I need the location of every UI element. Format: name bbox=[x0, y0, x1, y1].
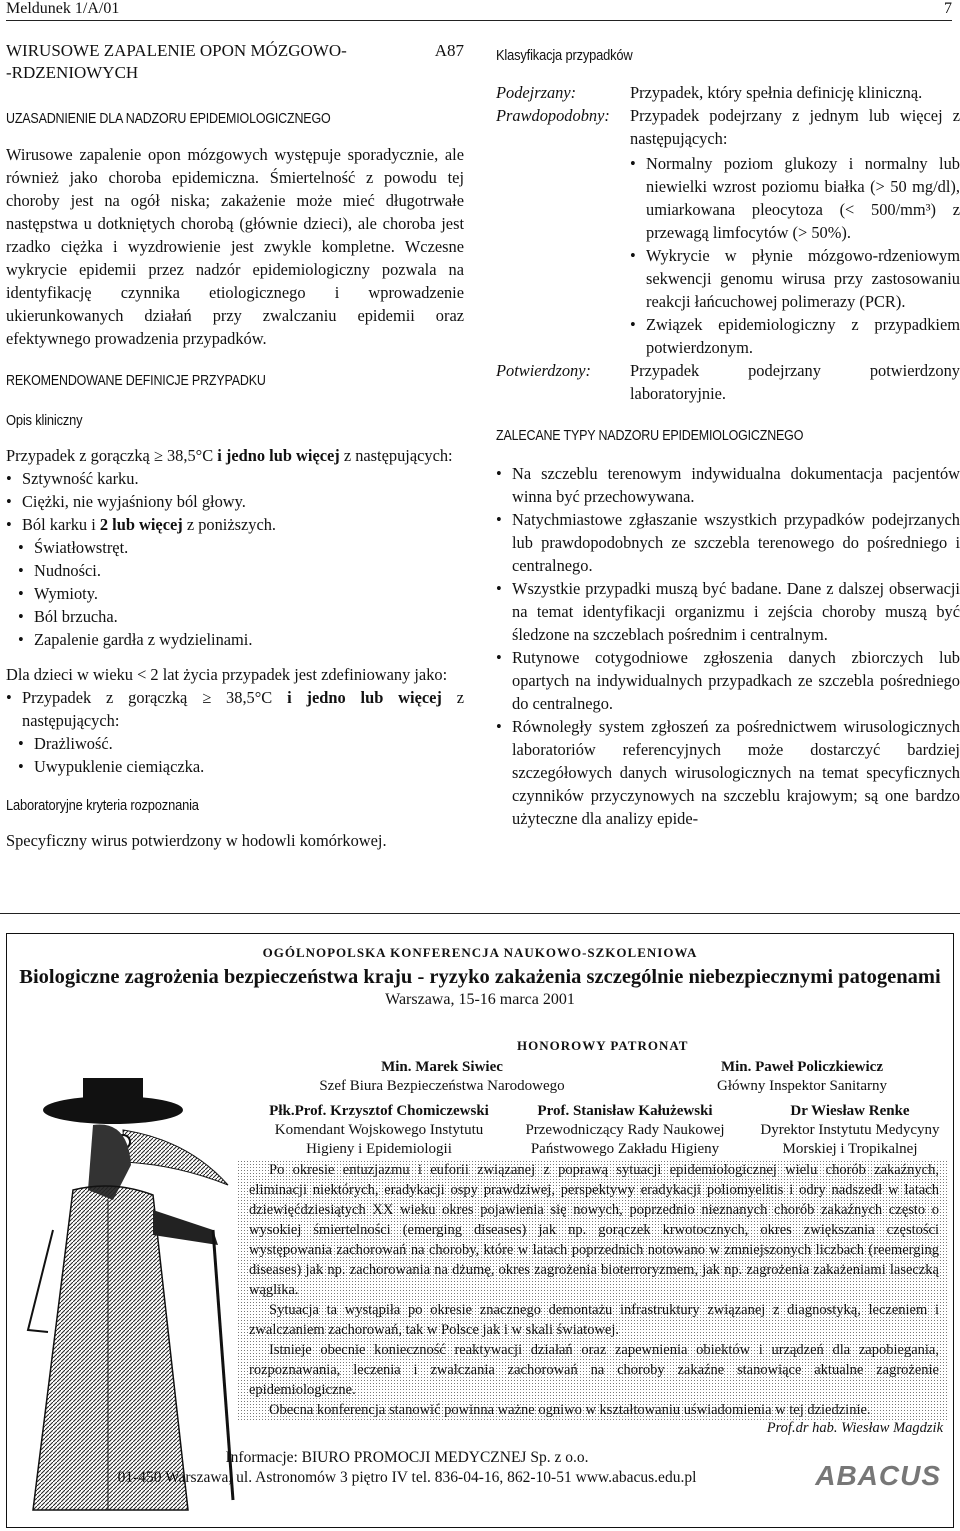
heading-uzasadnienie: UZASADNIENIE DLA NADZORU EPIDEMIOLOGICZNEGO bbox=[6, 111, 331, 127]
list-item: • Związek epidemiologiczny z przypadkiem potwierdzonym. bbox=[630, 313, 960, 359]
letter-paragraph: Sytuacja ta wystąpiła po okresie znacznego demontażu infrastruktury związanej z diagnostyką, leczeniem i zwalczaniem zachorowań, tak w Polsce jak i w skali światowej. bbox=[249, 1302, 939, 1338]
uzasadnienie-text: Wirusowe zapalenie opon mózgowych występuje sporadycznie, ale również jako choroba epidemiczna. Śmiertelność z powodu tej choroby jest na ogół niska; zakażenie może mieć długotrwałe następstwa u dotkniętych chorobą (głównie dzieci), ale choroba jest rzadko ciężka i wyzdrowienie jest zwykle kompletne. Wczesne wykrycie epidemii przez nadzór epidemiologiczny pozwala na identyfikację czynnika etiologicznego i wprowadzenie ukierunkowanych działań przy zwalczaniu epidemii oraz efektywnego prowadzenia przypadków. bbox=[6, 145, 464, 348]
symptom-list bbox=[6, 467, 464, 536]
label-potwierdzony: Potwierdzony: bbox=[496, 361, 591, 380]
running-header bbox=[6, 0, 952, 21]
ch-a: Przypadek z gorączką ≥ 38,5°C bbox=[22, 688, 288, 707]
patron-role: Szef Biura Bezpieczeństwa Narodowego bbox=[319, 1078, 565, 1094]
letter-paragraph: Po okresie entuzjazmu i euforii związanej z poprawą sytuacji epidemiologicznej wielu chorób zakaźnych, eliminacji niektórych, eradykacji ospy prawdziwej, perspektywy eradykacji poliomyelitis i odry nadszedł w latach dziewięćdziesiątych XX wieku okres pojawienia się nowych, poprzednio nieznanych chorób zakaźnych często o wysokiej śmiertelności (emerging diseases) jak np. gorączek krwotocznych, okres zwiększania częstości występowania zachorowań na choroby, które w latach poprzednich notowano w zmniejszonych liczbach (reemerging diseases) jak np. zachorowania na dżumę, okres zagrożenia bioterroryzmem, jak np. zagrożenia zakażeniami laseczką wąglika. bbox=[249, 1162, 939, 1298]
text-podejrzany: Przypadek, który spełnia definicję kliniczną. bbox=[630, 83, 923, 102]
praw-intro: Przypadek podejrzany z jednym lub więcej z następujących: bbox=[630, 106, 960, 148]
text-potwierdzony: Przypadek podejrzany potwierdzony laboratoryjnie. bbox=[630, 361, 960, 403]
clinical-definition bbox=[6, 444, 464, 467]
conference-advert bbox=[6, 933, 954, 1528]
patron-3 bbox=[249, 1102, 509, 1159]
list-item: • Wymioty. bbox=[6, 582, 464, 605]
list-item: • Zapalenie gardła z wydzielinami. bbox=[6, 628, 464, 651]
list-item: • Na szczeblu terenowym indywidualna dokumentacja pacjentów winna być przechowywana. bbox=[496, 462, 960, 508]
conference-letter bbox=[249, 1160, 939, 1420]
children-list bbox=[6, 686, 464, 732]
abacus-logo: ABACUS bbox=[815, 1460, 941, 1491]
list-item: • Nudności. bbox=[6, 559, 464, 582]
letter-paragraph: Obecna konferencja stanowić powinna ważne ogniwo w kształtowaniu uświadomienia w tej dziedzinie. bbox=[269, 1402, 871, 1418]
list-item: • Ból brzucha. bbox=[6, 605, 464, 628]
honorary-patronage-heading: HONOROWY PATRONAT bbox=[517, 1038, 689, 1053]
def-text-c: z następujących: bbox=[339, 446, 453, 465]
right-column bbox=[496, 40, 960, 830]
patron-name: Dr Wiesław Renke bbox=[790, 1103, 910, 1119]
conference-place-date: Warszawa, 15-16 marca 2001 bbox=[385, 991, 575, 1008]
info-line: 01-450 Warszawa, ul. Astronomów 3 piętro IV tel. 836-04-16, 862-10-51 www.abacus.edu.pl bbox=[117, 1469, 697, 1486]
patron-role: Przewodniczący Rady Naukowej bbox=[525, 1122, 725, 1138]
patron-role: Komendant Wojskowego Instytutu bbox=[274, 1122, 484, 1138]
list-item: • Uwypuklenie ciemiączka. bbox=[6, 755, 464, 778]
patron-role: Państwowego Zakładu Higieny bbox=[530, 1141, 720, 1157]
def-text-a: Przypadek z gorączką ≥ 38,5°C bbox=[6, 446, 218, 465]
patron-name: Min. Marek Siwiec bbox=[381, 1059, 503, 1075]
list-item: • Światłowstręt. bbox=[6, 536, 464, 559]
symptom-sublist bbox=[6, 536, 464, 651]
disease-code: A87 bbox=[434, 41, 464, 60]
bk-b: 2 lub więcej bbox=[99, 515, 183, 534]
probable-criteria bbox=[630, 152, 960, 359]
list-item: • Wszystkie przypadki muszą być badane. Dane z dalszej obserwacji na temat identyfikacji organizmu i zejścia choroby muszą być śledzone na szczeblach pośrednim i centralnym. bbox=[496, 577, 960, 646]
text-prawdopodobny bbox=[630, 104, 960, 359]
disease-title bbox=[6, 40, 464, 84]
heading-laboratoryjne: Laboratoryjne kryteria rozpoznania bbox=[6, 797, 199, 814]
list-item: • Natychmiastowe zgłaszanie wszystkich przypadków podejrzanych lub prawdopodobnych ze szczebla terenowego do pośredniego i centralnego. bbox=[496, 508, 960, 577]
bk-a: Ból karku i bbox=[22, 515, 100, 534]
patron-role: Morskiej i Tropikalnej bbox=[782, 1141, 918, 1157]
heading-zalecane: ZALECANE TYPY NADZORU EPIDEMIOLOGICZNEGO bbox=[496, 428, 804, 444]
classification-table bbox=[496, 81, 960, 405]
patron-name: Płk.Prof. Krzysztof Chomiczewski bbox=[269, 1103, 489, 1119]
list-item: • Drażliwość. bbox=[6, 732, 464, 755]
divider bbox=[0, 913, 960, 914]
patron-4 bbox=[505, 1102, 745, 1159]
patron-5 bbox=[747, 1102, 953, 1159]
list-item: • Sztywność karku. bbox=[6, 467, 464, 490]
list-item: • Ciężki, nie wyjaśniony ból głowy. bbox=[6, 490, 464, 513]
patron-name: Prof. Stanisław Kałużewski bbox=[537, 1103, 713, 1119]
list-item: • Normalny poziom glukozy i normalny lub niewielki wzrost poziomu białka (> 50 mg/dl), umiarkowana pleocytoza (< 500/mm³) z przewagą limfocytów (> 50%). bbox=[630, 152, 960, 244]
label-podejrzany: Podejrzany: bbox=[496, 83, 577, 102]
children-definition: Dla dzieci w wieku < 2 lat życia przypadek jest zdefiniowany jako: bbox=[6, 665, 448, 684]
letter-paragraph: Istnieje obecnie konieczność reaktywacji działań oraz zapewnienia obiektów i urządzeń dla zapobiegania, rozpoznawania, leczenia i zwalczania zachorowań na choroby zakaźne stanowiące aktualne zagrożenie epidemiologiczne. bbox=[249, 1342, 939, 1398]
list-item: • Rutynowe cotygodniowe zgłoszenia danych zbiorczych lub opartych na indywidualnych przypadkach ze szczebla pośredniego do centralnego. bbox=[496, 646, 960, 715]
ch-c: z następujących: bbox=[22, 688, 464, 730]
letter-signature: Prof.dr hab. Wiesław Magdzik bbox=[766, 1420, 943, 1436]
table-row bbox=[496, 81, 960, 104]
label-prawdopodobny: Prawdopodobny: bbox=[496, 106, 610, 125]
conference-title: Biologiczne zagrożenia bezpieczeństwa kraju - ryzyko zakażenia szczególnie niebezpiecznymi patogenami bbox=[19, 966, 941, 988]
ch-b: i jedno lub więcej bbox=[287, 688, 442, 707]
title-line-1: WIRUSOWE ZAPALENIE OPON MÓZGOWO- bbox=[6, 41, 347, 60]
table-row bbox=[496, 359, 960, 405]
heading-rekomendowane: REKOMENDOWANE DEFINICJE PRZYPADKU bbox=[6, 373, 266, 389]
patron-role: Dyrektor Instytutu Medycyny bbox=[760, 1122, 940, 1138]
children-sublist bbox=[6, 732, 464, 778]
list-item bbox=[6, 513, 464, 536]
info-line: Informacje: BIURO PROMOCJI MEDYCZNEJ Sp. z o.o. bbox=[225, 1449, 589, 1466]
heading-klasyfikacja: Klasyfikacja przypadków bbox=[496, 47, 633, 64]
title-line-2: -RDZENIOWYCH bbox=[6, 63, 139, 82]
list-item bbox=[6, 686, 464, 732]
patron-role: Higieny i Epidemiologii bbox=[306, 1141, 452, 1157]
surveillance-list bbox=[496, 462, 960, 830]
lab-criteria-text: Specyficzny wirus potwierdzony w hodowli komórkowej. bbox=[6, 831, 387, 850]
patron-1 bbox=[297, 1058, 587, 1096]
conference-org: OGÓLNOPOLSKA KONFERENCJA NAUKOWO-SZKOLENIOWA bbox=[262, 945, 698, 960]
bk-c: z poniższych. bbox=[182, 515, 277, 534]
page-number: 7 bbox=[944, 0, 952, 17]
patron-name: Min. Paweł Policzkiewicz bbox=[720, 1059, 884, 1075]
bulletin-number: Meldunek 1/A/01 bbox=[6, 0, 120, 17]
patron-2 bbox=[657, 1058, 947, 1096]
contact-info bbox=[62, 1448, 752, 1488]
left-column bbox=[6, 40, 464, 852]
patron-role: Główny Inspektor Sanitarny bbox=[717, 1078, 887, 1094]
table-row bbox=[496, 104, 960, 359]
heading-opis-kliniczny: Opis kliniczny bbox=[6, 412, 83, 429]
def-text-b: i jedno lub więcej bbox=[217, 446, 340, 465]
list-item: • Wykrycie w płynie mózgowo-rdzeniowym sekwencji genomu wirusa przy zastosowaniu reakcji łańcuchowej polimerazy (PCR). bbox=[630, 244, 960, 313]
list-item: • Równoległy system zgłoszeń za pośrednictwem wirusologicznych laboratoriów referencyjnych może dostarczyć bardziej szczegółowych danych wirusologicznych na temat specyficznych czynników przyczynowych na szczeblu krajowym; są one bardzo użyteczne dla analizy epide- bbox=[496, 715, 960, 830]
